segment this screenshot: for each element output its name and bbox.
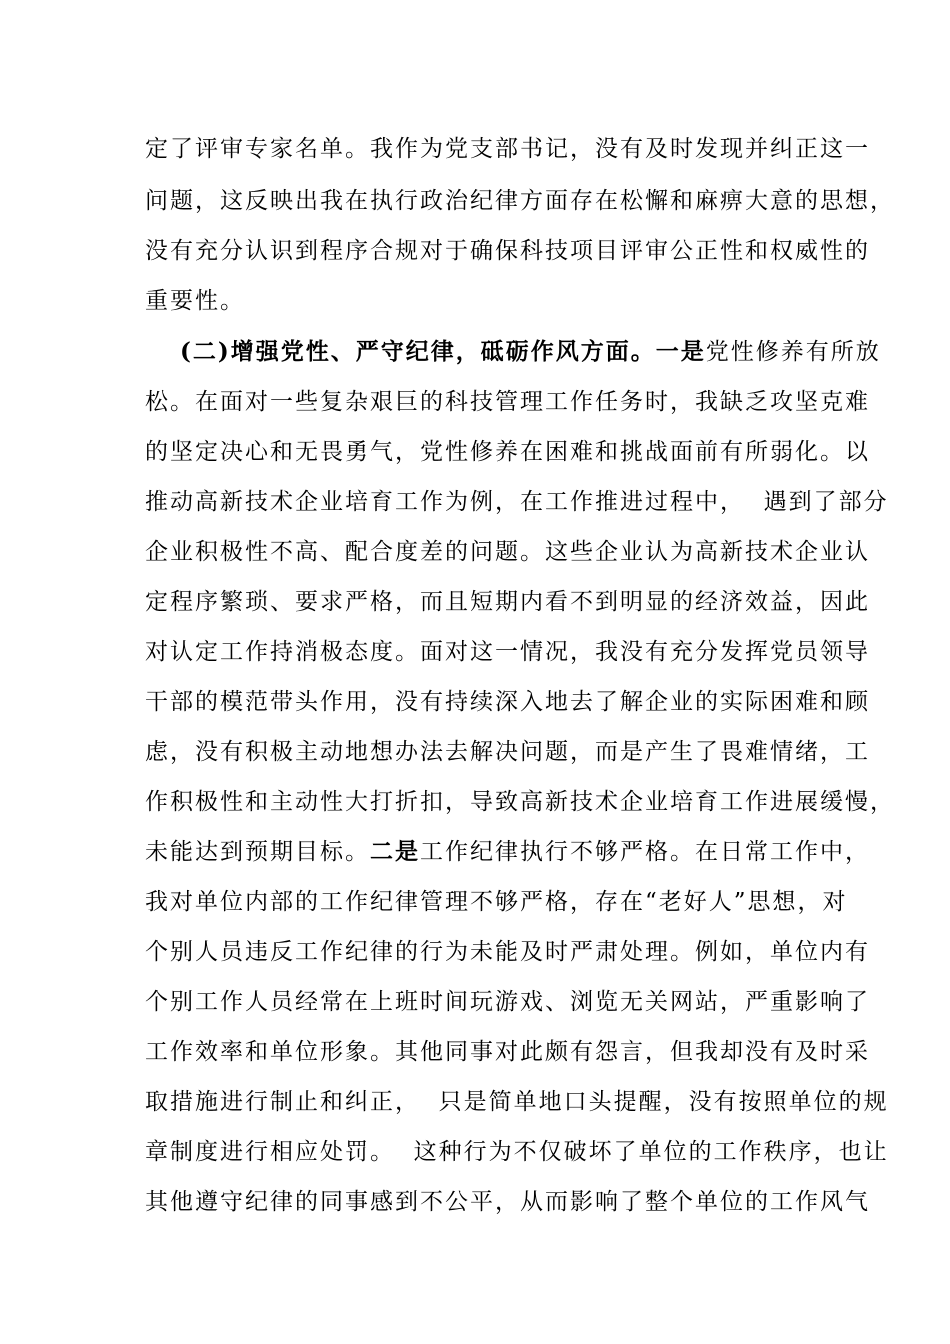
text-line-1: 定了评审专家名单。我作为党支部书记，没有及时发现并纠正这一 [145, 136, 870, 162]
text-line-19: 工作效率和单位形象。其他同事对此颇有怨言，但我却没有及时采 [145, 1039, 870, 1065]
text-line-7: 的坚定决心和无畏勇气，党性修养在困难和挑战面前有所弱化。以 [145, 439, 870, 465]
text-line-10: 定程序繁琐、要求严格，而且短期内看不到明显的经济效益，因此 [145, 589, 870, 615]
text-line-6: 松。在面对一些复杂艰巨的科技管理工作任务时，我缺乏攻坚克难 [145, 389, 870, 415]
first-point-text: 党性修养有所放 [705, 339, 881, 365]
text-line-3: 没有充分认识到程序合规对于确保科技项目评审公正性和权威性的 [145, 238, 870, 264]
text-line-20: 取措施进行制止和纠正， 只是简单地口头提醒，没有按照单位的规 [145, 1089, 889, 1115]
text-line-2: 问题，这反映出我在执行政治纪律方面存在松懈和麻痹大意的思想， [145, 188, 895, 214]
section-heading-line [180, 337, 881, 367]
line-15-text: 未能达到预期目标。 [145, 839, 370, 865]
second-point-text: 工作纪律执行不够严格。在日常工作中， [420, 839, 870, 865]
first-point-marker: 一是 [655, 338, 706, 365]
text-line-12: 干部的模范带头作用，没有持续深入地去了解企业的实际困难和顾 [145, 689, 870, 715]
text-line-4: 重要性。 [145, 288, 245, 314]
text-line-22: 其他遵守纪律的同事感到不公平，从而影响了整个单位的工作风气 [145, 1189, 870, 1215]
text-line-17: 个别人员违反工作纪律的行为未能及时严肃处理。例如，单位内有 [145, 939, 870, 965]
text-line-8: 推动高新技术企业培育工作为例，在工作推进过程中， 遇到了部分 [145, 489, 889, 515]
text-line-18: 个别工作人员经常在上班时间玩游戏、浏览无关网站，严重影响了 [145, 989, 870, 1015]
text-line-13: 虑，没有积极主动地想办法去解决问题，而是产生了畏难情绪，工 [145, 739, 870, 765]
section-heading: (二)增强党性、严守纪律，砥砺作风方面。 [180, 338, 656, 365]
text-line-15 [145, 837, 870, 867]
text-line-21: 章制度进行相应处罚。 这种行为不仅破坏了单位的工作秩序，也让 [145, 1139, 889, 1165]
text-line-14: 作积极性和主动性大打折扣，导致高新技术企业培育工作进展缓慢， [145, 789, 895, 815]
text-line-9: 企业积极性不高、配合度差的问题。这些企业认为高新技术企业认 [145, 539, 870, 565]
text-line-16: 我对单位内部的工作纪律管理不够严格，存在“老好人”思想，对 [145, 889, 848, 915]
second-point-marker: 二是 [370, 838, 420, 865]
text-line-11: 对认定工作持消极态度。面对这一情况，我没有充分发挥党员领导 [145, 639, 870, 665]
